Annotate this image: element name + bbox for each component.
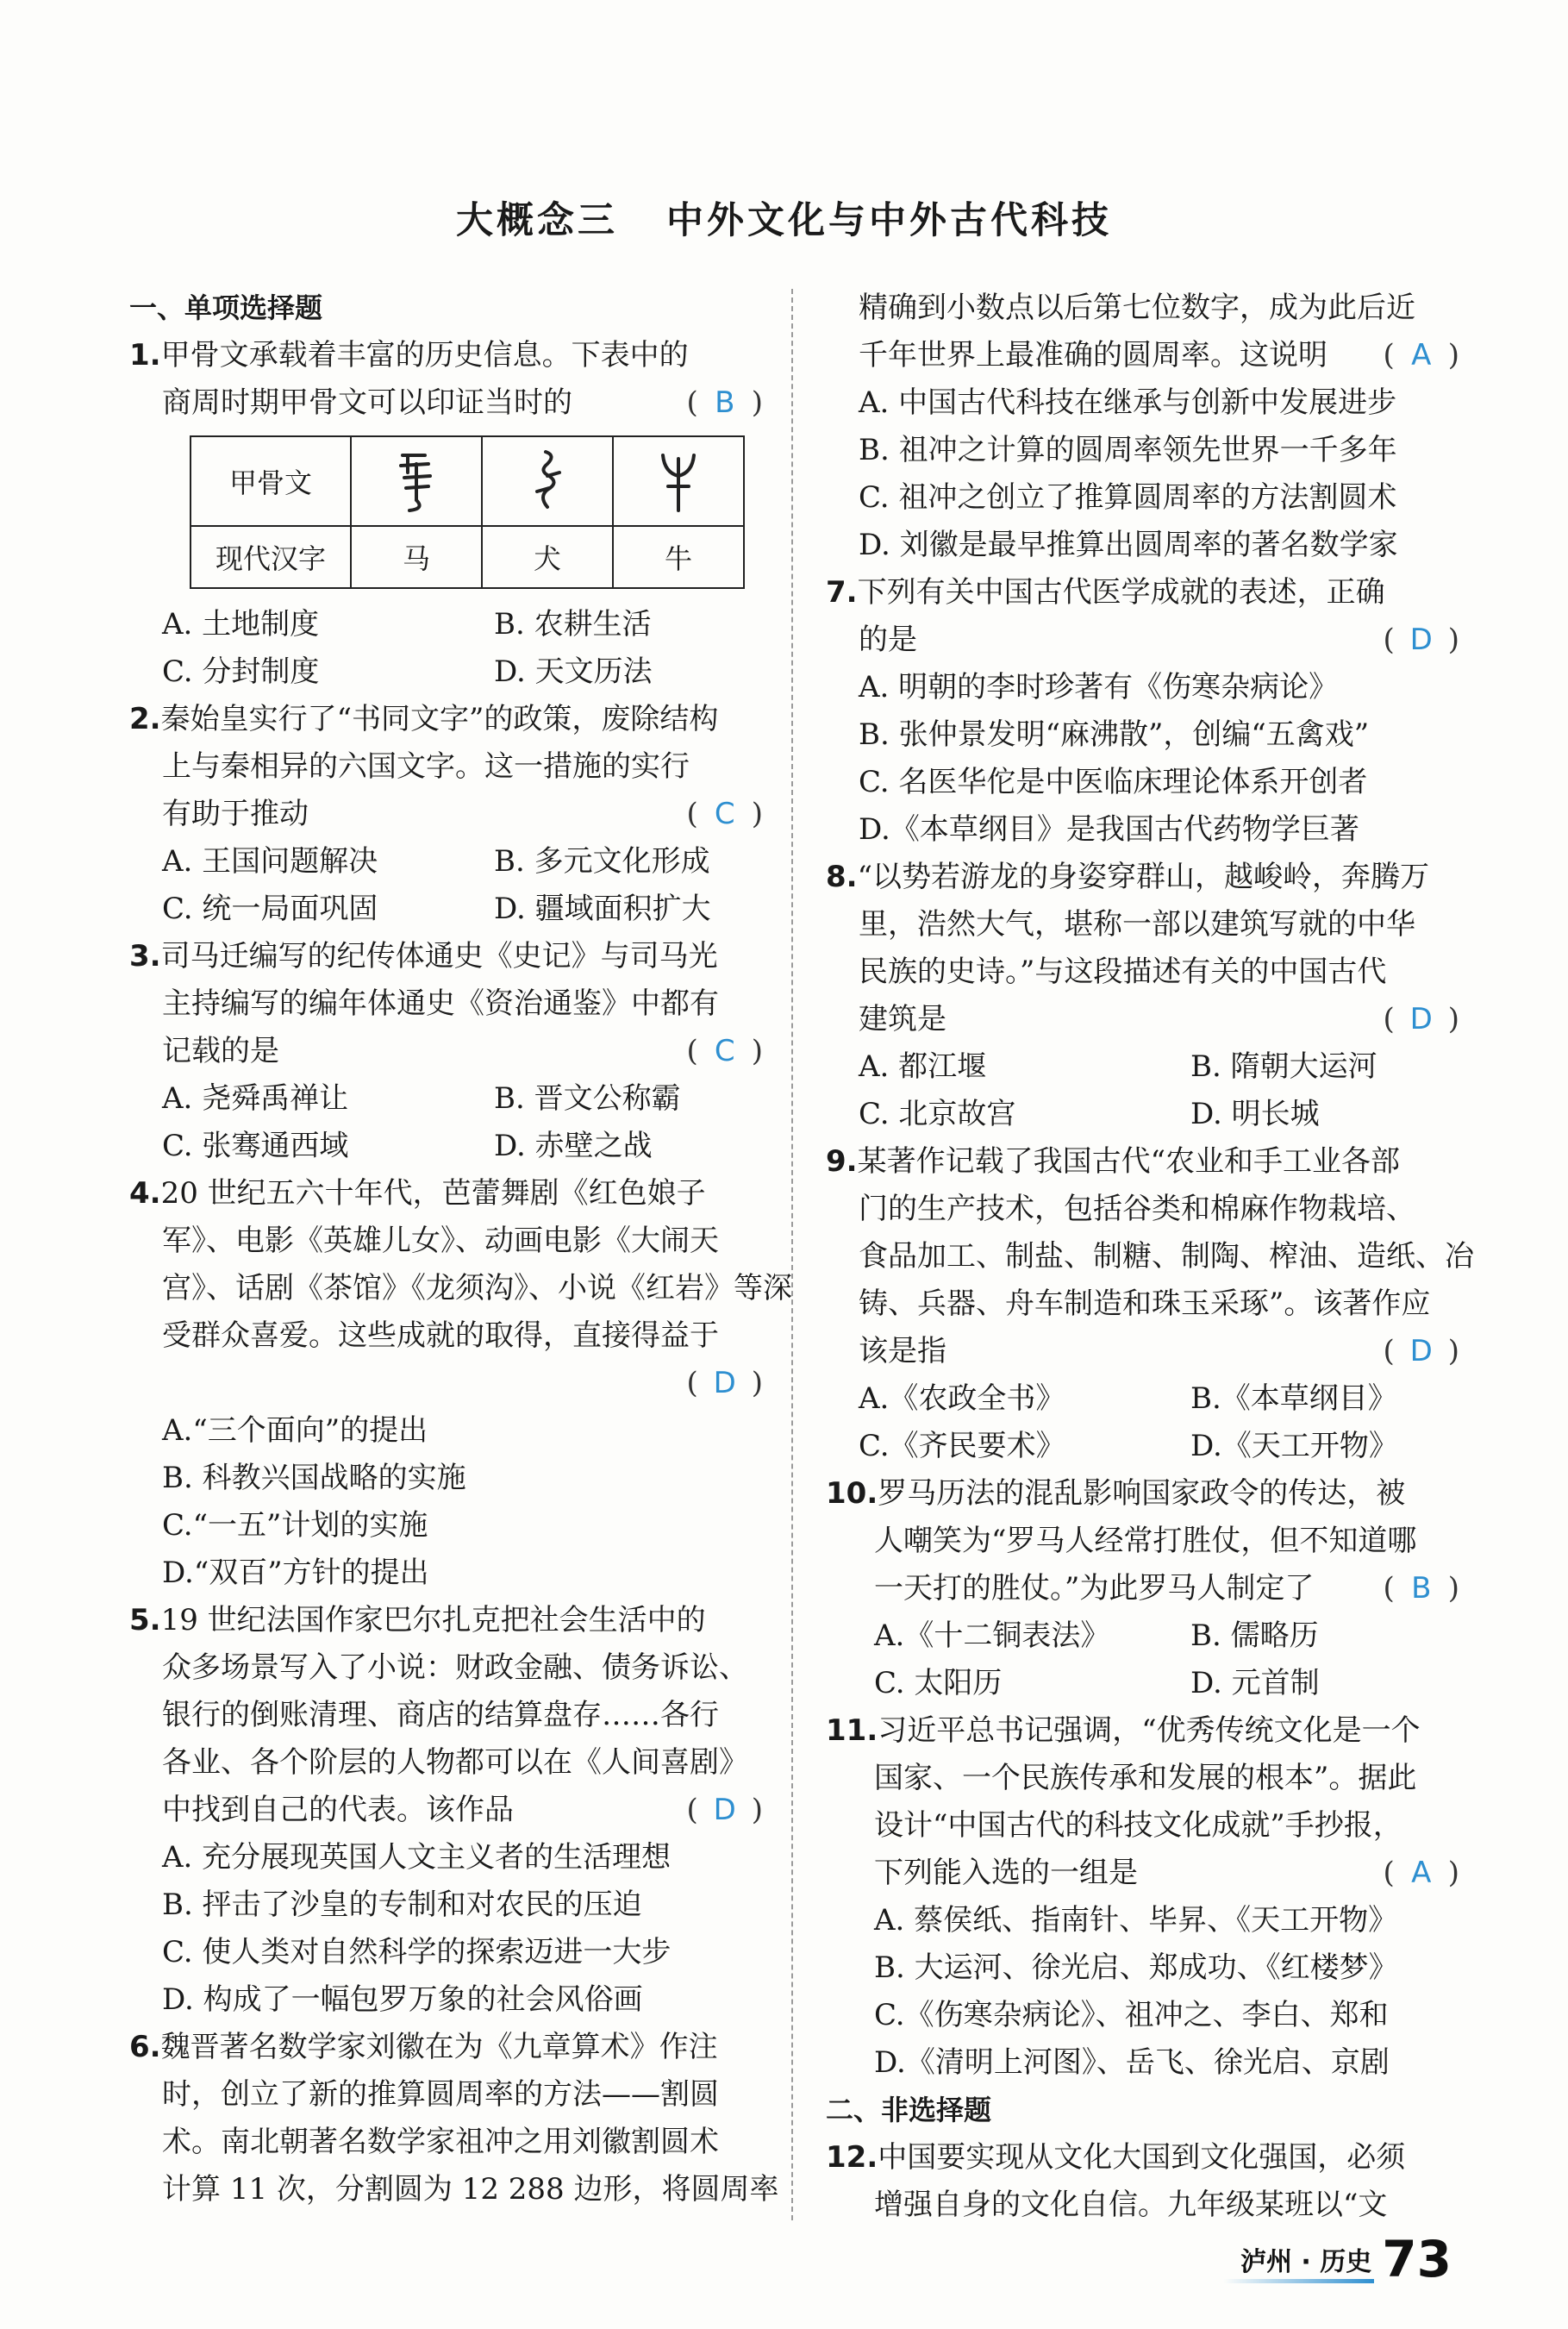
q6-line-5: 精确到小数点以后第七位数字，成为此后近: [859, 291, 1415, 325]
q11-option-c: C.《伤寒杂病论》、祖冲之、李白、郑和: [874, 1998, 1389, 2032]
option: A. 尧舜禹禅让: [162, 1081, 349, 1116]
q3-line-1: [129, 933, 763, 980]
section-non-choice: 二、非选择题: [826, 2094, 992, 2126]
q1-stem: 甲骨文承载着丰富的历史信息。下表中的: [160, 338, 689, 373]
q7-option-b: B. 张仲景发明“麻沸散”，创编“五禽戏”: [859, 717, 1370, 752]
q5-answer: ( D ): [686, 1787, 763, 1834]
q4-option-b: B. 科教兴国战略的实施: [162, 1461, 466, 1495]
q9-options-row-1: [826, 1375, 1459, 1423]
q7-option-d: D.《本草纲目》是我国古代药物学巨著: [859, 812, 1359, 847]
q4-answer: ( D ): [686, 1360, 763, 1407]
q4-line-2: 军》、电影《英雄儿女》、动画电影《大闹天: [162, 1224, 719, 1258]
q11-option-b: B. 大运河、徐光启、郑成功、《红楼梦》: [874, 1950, 1398, 1985]
q6-line-1: [129, 2024, 763, 2071]
q2-line-3: [129, 791, 763, 838]
q7-number: 7.: [826, 575, 858, 610]
q3-options-row-1: [129, 1075, 763, 1123]
footer-accent-bar: [1223, 2279, 1374, 2283]
q10-options-row-1: [826, 1612, 1459, 1660]
left-column: [129, 285, 792, 2213]
q5-line-4: 各业、各个阶层的人物都可以在《人间喜剧》: [162, 1745, 748, 1780]
horse-oracle-glyph: [390, 447, 442, 516]
option: C. 统一局面巩固: [162, 892, 378, 926]
q9-line-3: 食品加工、制盐、制糖、制陶、榨油、造纸、冶: [859, 1239, 1474, 1274]
q1-line-2: [129, 379, 763, 427]
q11-answer: ( A ): [1383, 1850, 1459, 1897]
option: C. 北京故宫: [859, 1097, 1016, 1131]
q12-stem: 中国要实现从文化大国到文化强国，必须: [878, 2140, 1406, 2175]
option: B.《本草纲目》: [1190, 1381, 1397, 1416]
q8-line-3: 民族的史诗。”与这段描述有关的中国古代: [859, 955, 1387, 989]
q11-number: 11.: [826, 1713, 878, 1748]
q4-option-a: A.“三个面向”的提出: [162, 1413, 428, 1448]
q2-options-row-2: [129, 886, 763, 933]
q3-stem: 司马迁编写的纪传体通史《史记》与司马光: [160, 939, 718, 974]
answer-letter: D: [1409, 1002, 1433, 1036]
q4-option-d: D.“双百”方针的提出: [162, 1556, 429, 1590]
q6-option-c: C. 祖冲之创立了推算圆周率的方法割圆术: [859, 480, 1397, 515]
q6-number: 6.: [129, 2030, 161, 2064]
q9-line-1: [826, 1138, 1459, 1186]
q5-line-1: [129, 1597, 763, 1644]
q2-answer: ( C ): [686, 791, 763, 838]
q2-line-1: [129, 696, 763, 743]
q8-options-row-1: [826, 1043, 1459, 1091]
q5-line-3: 银行的倒账清理、商店的结算盘存……各行: [162, 1698, 719, 1732]
q9-options-row-2: [826, 1423, 1459, 1470]
q7-option-c: C. 名医华佗是中医临床理论体系开创者: [859, 765, 1368, 799]
q11-line-2: 国家、一个民族传承和发展的根本”。据此: [874, 1761, 1417, 1795]
q5-option-b: B. 抨击了沙皇的专制和对农民的压迫: [162, 1888, 642, 1922]
q1-options-row-2: [129, 648, 763, 696]
q6-option-d: D. 刘徽是最早推算出圆周率的著名数学家: [859, 528, 1398, 562]
option: D. 明长城: [1190, 1097, 1320, 1131]
q8-line-2: 里，浩然大气，堪称一部以建筑写就的中华: [859, 907, 1415, 942]
q5-stem: 中找到自己的代表。该作品: [162, 1793, 514, 1827]
q3-answer: ( C ): [686, 1028, 763, 1075]
q5-number: 5.: [129, 1603, 161, 1637]
option: A. 王国问题解决: [162, 844, 378, 879]
q7-answer: ( D ): [1383, 617, 1459, 664]
answer-letter: D: [713, 1793, 736, 1827]
modern-char: 牛: [613, 526, 744, 588]
q6-stem: 千年世界上最准确的圆周率。这说明: [859, 338, 1327, 373]
q11-line-4: [826, 1850, 1459, 1897]
option: B. 隋朝大运河: [1190, 1049, 1377, 1084]
answer-letter: D: [1409, 1334, 1433, 1368]
q10-line-2: 人嘲笑为“罗马人经常打胜仗，但不知道哪: [874, 1524, 1417, 1558]
q9-stem: 该是指: [859, 1334, 946, 1368]
answer-letter: A: [1411, 338, 1432, 373]
q8-answer: ( D ): [1383, 996, 1459, 1043]
column-divider: [791, 289, 793, 2220]
q9-answer: ( D ): [1383, 1328, 1459, 1375]
q4-line-3: 宫》、话剧《茶馆》《龙须沟》、小说《红岩》等深: [162, 1271, 792, 1305]
q9-number: 9.: [826, 1144, 858, 1179]
q11-stem: 习近平总书记强调，“优秀传统文化是一个: [878, 1713, 1421, 1748]
answer-letter: D: [713, 1366, 736, 1400]
option: A. 都江堰: [859, 1049, 987, 1084]
page-title: [0, 191, 1568, 244]
option: B. 儒略历: [1190, 1618, 1319, 1653]
option: A. 土地制度: [162, 607, 320, 642]
q12-line-1: [826, 2134, 1459, 2182]
q6-line-4: 计算 11 次，分割圆为 12 288 边形，将圆周率: [162, 2172, 779, 2207]
option: B. 多元文化形成: [494, 844, 710, 879]
option: C.《齐民要术》: [859, 1429, 1065, 1463]
ox-oracle-glyph: [653, 447, 704, 516]
option: B. 农耕生活: [494, 607, 652, 642]
q10-line-1: [826, 1470, 1459, 1518]
title-part2: 中外文化与中外古代科技: [666, 199, 1112, 242]
q4-answer-line: [129, 1360, 763, 1407]
option: A.《十二铜表法》: [874, 1618, 1110, 1653]
q10-answer: ( B ): [1383, 1565, 1459, 1612]
q3-line-2: 主持编写的编年体通史《资治通鉴》中都有: [162, 986, 719, 1021]
answer-letter: B: [715, 385, 735, 420]
option: C. 分封制度: [162, 654, 320, 689]
section-single-choice: 一、单项选择题: [129, 291, 323, 324]
q6-option-b: B. 祖冲之计算的圆周率领先世界一千多年: [859, 433, 1397, 467]
q11-line-3: 设计“中国古代的科技文化成就”手抄报，: [874, 1808, 1402, 1843]
q6-answer: ( A ): [1383, 332, 1459, 379]
q10-line-3: [826, 1565, 1459, 1612]
q7-option-a: A. 明朝的李时珍著有《伤寒杂病论》: [859, 670, 1339, 704]
q4-line-4: 受群众喜爱。这些成就的取得，直接得益于: [162, 1318, 719, 1353]
q2-line-2: 上与秦相异的六国文字。这一措施的实行: [162, 749, 690, 784]
q8-stem: 建筑是: [859, 1002, 946, 1036]
option: A.《农政全书》: [859, 1381, 1065, 1416]
q10-options-row-2: [826, 1660, 1459, 1707]
q4-option-c: C.“一五”计划的实施: [162, 1508, 428, 1543]
table-header-modern: 现代汉字: [191, 526, 351, 588]
q10-number: 10.: [826, 1476, 878, 1511]
q7-line-1: [826, 569, 1459, 617]
q5-stem: 19 世纪法国作家巴尔扎克把社会生活中的: [160, 1603, 706, 1637]
answer-letter: C: [714, 797, 735, 831]
option: C. 太阳历: [874, 1666, 1003, 1700]
q5-option-c: C. 使人类对自然科学的探索迈进一大步: [162, 1935, 672, 1969]
q2-number: 2.: [129, 702, 161, 736]
table-header-oracle: 甲骨文: [191, 436, 351, 526]
q4-line-1: [129, 1170, 763, 1218]
q1-options-row-1: [129, 601, 763, 648]
q8-stem: “以势若游龙的身姿穿群山，越峻岭，奔腾万: [857, 860, 1429, 894]
q12-line-2: 增强自身的文化自信。九年级某班以“文: [874, 2188, 1388, 2222]
q5-option-d: D. 构成了一幅包罗万象的社会风俗画: [162, 1982, 643, 2017]
q3-options-row-2: [129, 1123, 763, 1170]
option: D. 元首制: [1190, 1666, 1320, 1700]
q6-line-6: [826, 332, 1459, 379]
q7-stem: 下列有关中国古代医学成就的表述，正确: [857, 575, 1385, 610]
oracle-bone-table: [190, 435, 745, 589]
q4-number: 4.: [129, 1176, 161, 1211]
q5-line-2: 众多场景写入了小说：财政金融、债务诉讼、: [162, 1650, 748, 1685]
answer-letter: B: [1411, 1571, 1432, 1606]
q11-option-d: D.《清明上河图》、岳飞、徐光启、京剧: [874, 2045, 1390, 2080]
modern-char: 马: [351, 526, 482, 588]
page-footer: [1240, 2230, 1452, 2288]
q8-line-4: [826, 996, 1459, 1043]
q3-stem: 记载的是: [162, 1034, 279, 1068]
answer-letter: D: [1409, 623, 1433, 657]
q6-line-3: 术。南北朝著名数学家祖冲之用刘徽割圆术: [162, 2125, 719, 2159]
q11-option-a: A. 蔡侯纸、指南针、毕昇、《天工开物》: [874, 1903, 1398, 1938]
q5-option-a: A. 充分展现英国人文主义者的生活理想: [162, 1840, 672, 1875]
q9-stem: 某著作记载了我国古代“农业和手工业各部: [857, 1144, 1400, 1179]
q5-line-5: [129, 1787, 763, 1834]
q12-number: 12.: [826, 2140, 878, 2175]
answer-letter: C: [714, 1034, 735, 1068]
q4-stem: 20 世纪五六十年代，芭蕾舞剧《红色娘子: [160, 1176, 706, 1211]
footer-label: 泸州 · 历史: [1240, 2247, 1372, 2277]
page-number: 73: [1382, 2230, 1452, 2288]
q11-line-1: [826, 1707, 1459, 1755]
q1-answer: ( B ): [686, 379, 763, 427]
q6-line-2: 时，创立了新的推算圆周率的方法——割圆: [162, 2077, 719, 2112]
q10-stem: 一天打的胜仗。”为此罗马人制定了: [874, 1571, 1315, 1606]
right-column: [826, 285, 1474, 2229]
option: B. 晋文公称霸: [494, 1081, 681, 1116]
q8-options-row-2: [826, 1091, 1459, 1138]
option: D. 天文历法: [494, 654, 653, 689]
q7-line-2: [826, 617, 1459, 664]
q1-line-1: [129, 332, 763, 379]
q2-stem: 秦始皇实行了“书同文字”的政策，废除结构: [160, 702, 719, 736]
q6-stem: 魏晋著名数学家刘徽在为《九章算术》作注: [160, 2030, 718, 2064]
q2-stem: 有助于推动: [162, 797, 309, 831]
dog-oracle-glyph: [522, 447, 573, 516]
q9-line-4: 铸、兵器、舟车制造和珠玉采琢”。该著作应: [859, 1287, 1431, 1321]
answer-letter: A: [1411, 1856, 1432, 1890]
option: D.《天工开物》: [1190, 1429, 1398, 1463]
q3-number: 3.: [129, 939, 161, 974]
title-part1: 大概念三: [456, 199, 618, 242]
q11-stem: 下列能入选的一组是: [874, 1856, 1138, 1890]
modern-char: 犬: [482, 526, 613, 588]
option: C. 张骞通西域: [162, 1129, 349, 1163]
q9-line-2: 门的生产技术，包括谷类和棉麻作物栽培、: [859, 1192, 1415, 1226]
q10-stem: 罗马历法的混乱影响国家政令的传达，被: [878, 1476, 1406, 1511]
q1-stem: 商周时期甲骨文可以印证当时的: [162, 385, 572, 420]
q8-line-1: [826, 854, 1459, 901]
q6-option-a: A. 中国古代科技在继承与创新中发展进步: [859, 385, 1397, 420]
q8-number: 8.: [826, 860, 858, 894]
q3-line-3: [129, 1028, 763, 1075]
option: D. 赤壁之战: [494, 1129, 653, 1163]
option: D. 疆域面积扩大: [494, 892, 711, 926]
q2-options-row-1: [129, 838, 763, 886]
q1-number: 1.: [129, 338, 161, 373]
q9-line-5: [826, 1328, 1459, 1375]
q7-stem: 的是: [859, 623, 917, 657]
